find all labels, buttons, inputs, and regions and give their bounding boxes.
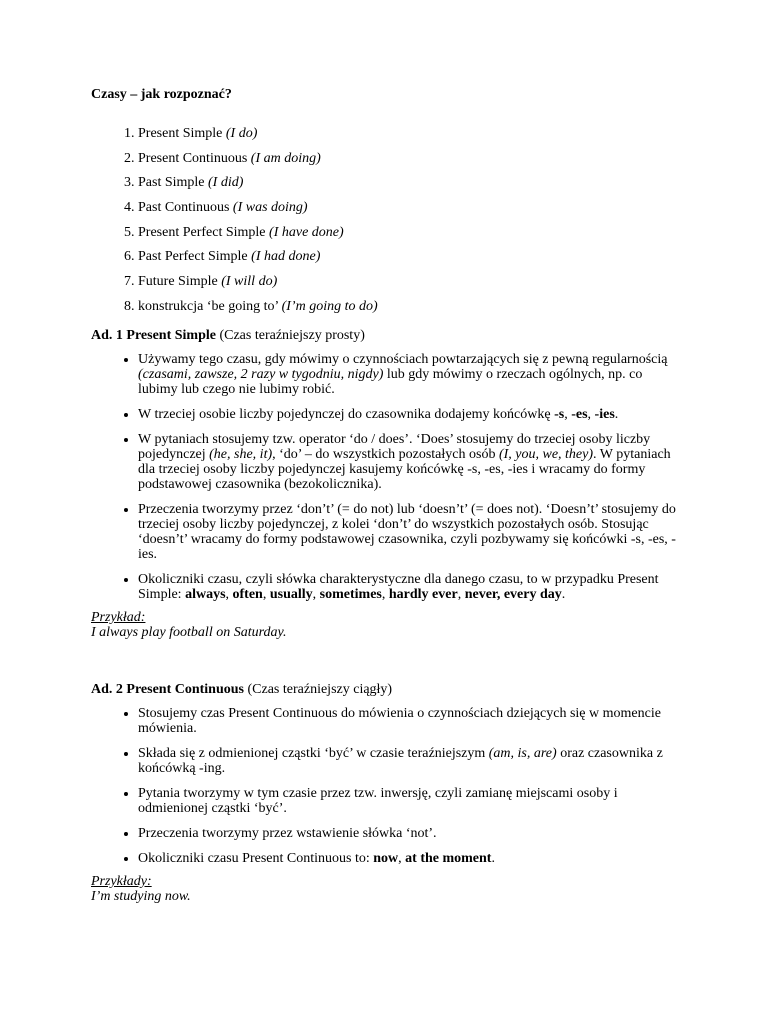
list-item: 7. Future Simple (I will do) bbox=[138, 274, 681, 289]
list-item: 6. Past Perfect Simple (I had done) bbox=[138, 249, 681, 264]
list-item: • Pytania tworzymy w tym czasie przez tzw. inwersję, czyli zamianę miejscami osoby i odmienionej cząstki ‘być’. bbox=[138, 786, 681, 816]
bullet-list bbox=[91, 706, 681, 866]
document-page bbox=[91, 87, 681, 904]
list-item: • Okoliczniki czasu, czyli słówka charakterystyczne dla danego czasu, to w przypadku Present Simple: always, often, usually, sometimes, hardly ever, never, every day. bbox=[138, 572, 681, 602]
section-heading: Ad. 1 Present Simple (Czas teraźniejszy prosty) bbox=[91, 327, 365, 343]
document-title: Czasy – jak rozpoznać? bbox=[91, 87, 232, 102]
list-item: • Stosujemy czas Present Continuous do mówienia o czynnościach dziejących się w momencie mówienia. bbox=[138, 706, 681, 736]
list-item: 2. Present Continuous (I am doing) bbox=[138, 151, 681, 166]
list-item: • Używamy tego czasu, gdy mówimy o czynnościach powtarzających się z pewną regularnością (czasami, zawsze, 2 razy w tygodniu, nigdy) lub gdy mówimy o rzeczach ogólnych, np. co lubimy lub czego nie lubimy robić. bbox=[138, 352, 681, 397]
list-item: 3. Past Simple (I did) bbox=[138, 175, 681, 190]
list-item: • Przeczenia tworzymy przez ‘don’t’ (= do not) lub ‘doesn’t’ (= does not). ‘Doesn’t’ stosujemy do trzeciej osoby liczby pojedynczej, z kolei ‘don’t’ do wszystkich pozostałych osób. Stosując ‘doesn’t’ wracamy do formy podstawowej czasownika, czyli pozbywamy się końcówki -s, -es, -ies. bbox=[138, 502, 681, 562]
list-item: • W pytaniach stosujemy tzw. operator ‘do / does’. ‘Does’ stosujemy do trzeciej osoby liczby pojedynczej (he, she, it), ‘do’ – do wszystkich pozostałych osób (I, you, we, they). W pytaniach dla trzeciej osoby liczby pojedynczej kasujemy końcówkę -s, -es, -ies i wracamy do formy podstawowej czasownika (bezokolicznika). bbox=[138, 432, 681, 492]
example-text: I’m studying now. bbox=[91, 888, 191, 904]
list-item: • Okoliczniki czasu Present Continuous to: now, at the moment. bbox=[138, 851, 681, 866]
example-label: Przykład: bbox=[91, 609, 146, 625]
example-text: I always play football on Saturday. bbox=[91, 624, 287, 640]
list-item: • Składa się z odmienionej cząstki ‘być’ w czasie teraźniejszym (am, is, are) oraz czasownika z końcówką -ing. bbox=[138, 746, 681, 776]
section-heading: Ad. 2 Present Continuous (Czas teraźniejszy ciągły) bbox=[91, 681, 393, 697]
list-item: 5. Present Perfect Simple (I have done) bbox=[138, 225, 681, 240]
bullet-list bbox=[91, 352, 681, 602]
tenses-list bbox=[91, 126, 681, 314]
list-item: • Przeczenia tworzymy przez wstawienie słówka ‘not’. bbox=[138, 826, 681, 841]
list-item: 1. Present Simple (I do) bbox=[138, 126, 681, 141]
list-item: 8. konstrukcja ‘be going to’ (I’m going to do) bbox=[138, 299, 681, 314]
list-item: • W trzeciej osobie liczby pojedynczej do czasownika dodajemy końcówkę -s, -es, -ies. bbox=[138, 407, 681, 422]
example-label: Przykłady: bbox=[91, 873, 152, 889]
list-item: 4. Past Continuous (I was doing) bbox=[138, 200, 681, 215]
